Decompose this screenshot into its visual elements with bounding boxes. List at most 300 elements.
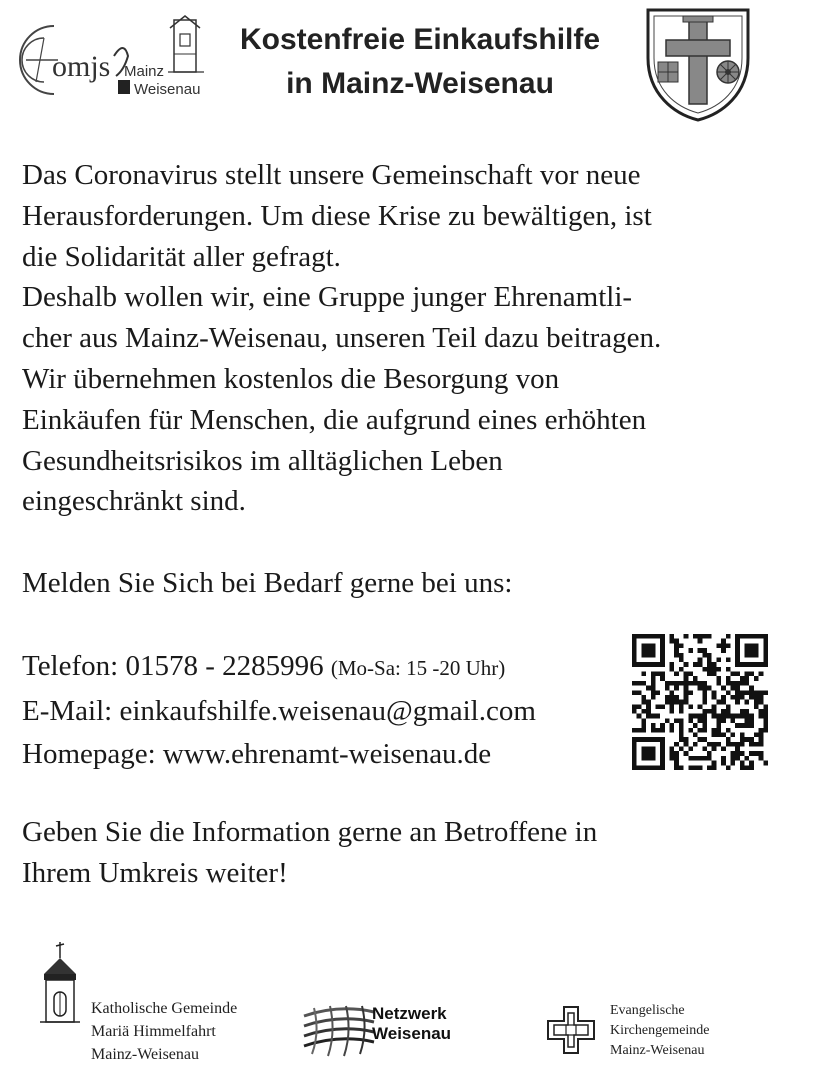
qr-module [670, 709, 675, 714]
qr-module [745, 676, 750, 681]
qr-module [651, 714, 656, 719]
qr-module [707, 667, 712, 672]
qr-module [749, 686, 754, 691]
qr-module [670, 747, 675, 752]
qr-module [716, 742, 721, 747]
qr-module [679, 681, 684, 686]
qr-module [674, 672, 679, 677]
qr-module [651, 751, 656, 756]
qr-module [726, 704, 731, 709]
qr-module [660, 643, 665, 648]
body-line: Herausforderungen. Um diese Krise zu bewältigen, ist [22, 199, 652, 232]
qr-module [712, 732, 717, 737]
qr-module [754, 643, 759, 648]
qr-module [745, 709, 750, 714]
qr-module [641, 737, 646, 742]
qr-module [735, 690, 740, 695]
qr-module [632, 747, 637, 752]
qr-module [754, 732, 759, 737]
qr-module [721, 639, 726, 644]
qr-module [651, 672, 656, 677]
qr-module [745, 765, 750, 770]
qr-module [702, 756, 707, 761]
qr-module [702, 667, 707, 672]
qr-module [735, 695, 740, 700]
qr-module [632, 643, 637, 648]
qr-module [735, 742, 740, 747]
qr-module [716, 667, 721, 672]
qr-module [641, 662, 646, 667]
qr-module [716, 681, 721, 686]
qr-module [721, 732, 726, 737]
qr-module [684, 676, 689, 681]
qr-module [660, 639, 665, 644]
catholic-line: Mainz-Weisenau [91, 1046, 199, 1063]
qr-module [637, 728, 642, 733]
closing-line-2: Ihrem Umkreis weiter! [22, 856, 288, 889]
qr-module [759, 709, 764, 714]
spacer [22, 522, 812, 563]
qr-module [670, 728, 675, 733]
qr-code-icon[interactable] [632, 634, 768, 770]
qr-module [707, 709, 712, 714]
qr-module [712, 704, 717, 709]
qr-module [637, 690, 642, 695]
qr-module [740, 662, 745, 667]
qr-module [763, 690, 768, 695]
qr-module [651, 648, 656, 653]
qr-module [655, 714, 660, 719]
qr-module [735, 643, 740, 648]
qr-module [721, 700, 726, 705]
qr-module [670, 634, 675, 639]
qr-module [679, 718, 684, 723]
qr-module [712, 728, 717, 733]
qr-module [684, 681, 689, 686]
qr-module [670, 700, 675, 705]
qr-module [660, 662, 665, 667]
qr-module [651, 681, 656, 686]
qr-module [759, 728, 764, 733]
qr-module [646, 709, 651, 714]
qr-module [698, 765, 703, 770]
qr-module [679, 709, 684, 714]
qr-module [712, 690, 717, 695]
qr-module [632, 681, 637, 686]
qr-module [641, 648, 646, 653]
qr-module [702, 737, 707, 742]
qr-module [655, 704, 660, 709]
qr-module [702, 728, 707, 733]
qr-module [702, 681, 707, 686]
qr-module [693, 765, 698, 770]
qr-module [688, 747, 693, 752]
qr-module [674, 718, 679, 723]
qr-module [660, 657, 665, 662]
qr-module [712, 761, 717, 766]
qr-module [641, 634, 646, 639]
qr-module [707, 765, 712, 770]
qr-module [637, 714, 642, 719]
qr-module [716, 718, 721, 723]
qr-module [698, 634, 703, 639]
coat-of-arms-icon [642, 6, 754, 124]
qr-module [684, 742, 689, 747]
qr-module [763, 709, 768, 714]
homepage-link[interactable]: www.ehrenamt-weisenau.de [162, 738, 492, 770]
qr-module [716, 714, 721, 719]
qr-module [641, 723, 646, 728]
qr-module [651, 690, 656, 695]
qr-module [745, 700, 750, 705]
qr-module [702, 695, 707, 700]
qr-module [726, 634, 731, 639]
qr-module [740, 676, 745, 681]
qr-module [651, 695, 656, 700]
qr-module [651, 662, 656, 667]
qr-module [712, 765, 717, 770]
phone-number[interactable]: 01578 - 2285996 [125, 650, 324, 682]
qr-module [641, 672, 646, 677]
qr-module [745, 714, 750, 719]
qr-module [707, 672, 712, 677]
qr-module [632, 756, 637, 761]
qr-module [749, 634, 754, 639]
qr-module [730, 718, 735, 723]
qr-module [646, 747, 651, 752]
qr-module [660, 653, 665, 658]
qr-module [735, 653, 740, 658]
qr-module [688, 756, 693, 761]
qr-module [763, 657, 768, 662]
qr-module [749, 690, 754, 695]
qr-module [759, 714, 764, 719]
qr-module [749, 765, 754, 770]
qr-module [763, 714, 768, 719]
qr-module [684, 662, 689, 667]
body-line: Deshalb wollen wir, eine Gruppe junger Ehrenamtli- [22, 281, 633, 314]
qr-module [763, 653, 768, 658]
qr-module [702, 653, 707, 658]
qr-module [688, 690, 693, 695]
qr-module [632, 765, 637, 770]
qr-module [726, 657, 731, 662]
qr-module [721, 747, 726, 752]
qr-module [735, 672, 740, 677]
qr-module [693, 756, 698, 761]
qr-module [651, 747, 656, 752]
qr-module [749, 695, 754, 700]
qr-module [646, 751, 651, 756]
qr-module [684, 700, 689, 705]
qr-module [660, 676, 665, 681]
qr-module [674, 695, 679, 700]
qr-module [759, 732, 764, 737]
qr-module [721, 686, 726, 691]
catholic-line: Mariä Himmelfahrt [91, 1023, 216, 1040]
qr-module [693, 714, 698, 719]
qr-module [763, 643, 768, 648]
qr-module [679, 657, 684, 662]
qr-module [660, 742, 665, 747]
protestant-line: Kirchengemeinde [610, 1023, 710, 1038]
qr-module [707, 686, 712, 691]
qr-module [759, 737, 764, 742]
qr-module [698, 718, 703, 723]
qr-module [646, 714, 651, 719]
qr-module [707, 653, 712, 658]
qr-module [632, 634, 637, 639]
qr-module [688, 681, 693, 686]
qr-module [763, 662, 768, 667]
closing-text [22, 812, 782, 893]
email-link[interactable]: einkaufshilfe.weisenau@gmail.com [119, 695, 536, 727]
qr-module [754, 676, 759, 681]
qr-module [684, 751, 689, 756]
qr-module [712, 709, 717, 714]
qr-module [632, 648, 637, 653]
qr-module [632, 751, 637, 756]
body-text [22, 155, 812, 604]
qr-module [754, 704, 759, 709]
phone-label: Telefon: [22, 650, 119, 682]
qr-module [726, 690, 731, 695]
phone-row [22, 645, 632, 690]
qr-module [702, 714, 707, 719]
qr-module [674, 761, 679, 766]
qr-module [749, 723, 754, 728]
qr-module [651, 643, 656, 648]
qr-module [698, 737, 703, 742]
qr-module [707, 751, 712, 756]
qr-module [641, 765, 646, 770]
qr-module [712, 747, 717, 752]
qr-module [646, 756, 651, 761]
qr-module [651, 737, 656, 742]
protestant-line: Mainz-Weisenau [610, 1043, 705, 1058]
body-line: eingeschränkt sind. [22, 485, 246, 518]
qr-module [670, 695, 675, 700]
qr-module [749, 737, 754, 742]
qr-module [754, 648, 759, 653]
qr-module [698, 704, 703, 709]
qr-module [754, 653, 759, 658]
qr-module [759, 672, 764, 677]
qr-module [674, 756, 679, 761]
qr-module [670, 662, 675, 667]
homepage-row [22, 733, 632, 776]
qr-module [749, 643, 754, 648]
qr-module [637, 634, 642, 639]
qr-module [679, 723, 684, 728]
qr-module [684, 672, 689, 677]
qr-module [637, 737, 642, 742]
qr-module [665, 695, 670, 700]
qr-module [730, 672, 735, 677]
qr-module [693, 634, 698, 639]
qr-module [707, 756, 712, 761]
qr-module [679, 732, 684, 737]
qr-module [712, 672, 717, 677]
qr-module [763, 761, 768, 766]
qr-module [745, 723, 750, 728]
qr-module [665, 700, 670, 705]
qr-module [730, 714, 735, 719]
qr-module [684, 634, 689, 639]
qr-module [698, 728, 703, 733]
qr-module [651, 728, 656, 733]
qr-module [655, 690, 660, 695]
qr-module [651, 653, 656, 658]
qr-module [651, 634, 656, 639]
qr-module [716, 657, 721, 662]
qr-module [674, 686, 679, 691]
qr-module [763, 704, 768, 709]
svg-text:Mainz: Mainz [124, 63, 165, 80]
qr-module [698, 714, 703, 719]
qr-module [754, 700, 759, 705]
qr-module [740, 709, 745, 714]
qr-module [684, 686, 689, 691]
qr-module [754, 662, 759, 667]
qr-module [730, 742, 735, 747]
qr-module [632, 742, 637, 747]
qr-module [674, 648, 679, 653]
qr-module [721, 761, 726, 766]
qr-module [740, 761, 745, 766]
email-label: E-Mail: [22, 695, 113, 727]
qr-module [730, 756, 735, 761]
qr-module [641, 643, 646, 648]
qr-module [763, 648, 768, 653]
qr-module [702, 709, 707, 714]
qr-module [740, 634, 745, 639]
qr-module [641, 695, 646, 700]
qr-module [745, 737, 750, 742]
qr-module [745, 672, 750, 677]
qr-module [632, 639, 637, 644]
body-line: Einkäufen für Menschen, die aufgrund eines erhöhten [22, 403, 647, 436]
qr-module [740, 737, 745, 742]
qr-module [749, 718, 754, 723]
qr-module [716, 723, 721, 728]
qr-module [721, 709, 726, 714]
qr-module [670, 723, 675, 728]
qr-module [641, 700, 646, 705]
qr-module [735, 662, 740, 667]
body-line: Wir übernehmen kostenlos die Besorgung von [22, 362, 560, 395]
qr-module [740, 751, 745, 756]
qr-module [655, 765, 660, 770]
phone-hours: (Mo-Sa: 15 -20 Uhr) [330, 656, 506, 680]
qr-module [702, 648, 707, 653]
qr-module [702, 634, 707, 639]
qr-module [763, 723, 768, 728]
qr-module [646, 648, 651, 653]
qr-module [735, 756, 740, 761]
qr-module [665, 686, 670, 691]
qr-module [632, 657, 637, 662]
qr-module [716, 700, 721, 705]
qr-module [730, 695, 735, 700]
qr-module [688, 728, 693, 733]
qr-module [660, 728, 665, 733]
body-line: die Solidarität aller gefragt. [22, 240, 341, 273]
qr-module [749, 653, 754, 658]
qr-module [641, 747, 646, 752]
qr-module [740, 742, 745, 747]
qr-module [646, 634, 651, 639]
protestant-parish-info [610, 1001, 710, 1061]
qr-module [759, 756, 764, 761]
qr-module [726, 765, 731, 770]
protestant-line: Evangelische [610, 1003, 685, 1018]
qr-module [712, 662, 717, 667]
svg-text:Weisenau: Weisenau [134, 81, 201, 98]
qr-module [632, 704, 637, 709]
qr-module [698, 681, 703, 686]
qr-module [726, 709, 731, 714]
svg-text:omjs: omjs [52, 50, 111, 83]
qr-module [641, 709, 646, 714]
qr-module [735, 639, 740, 644]
woven-network-icon [300, 1002, 378, 1058]
qr-module [759, 695, 764, 700]
qr-module [688, 714, 693, 719]
qr-module [674, 653, 679, 658]
qr-module [651, 756, 656, 761]
qr-module [735, 681, 740, 686]
qr-module [740, 690, 745, 695]
title-line-2: in Mainz-Weisenau [286, 67, 554, 100]
qr-module [759, 662, 764, 667]
qr-module [735, 686, 740, 691]
network-line: Weisenau [372, 1024, 452, 1043]
qr-module [754, 690, 759, 695]
qr-module [721, 643, 726, 648]
qr-module [749, 742, 754, 747]
qr-module [763, 718, 768, 723]
qr-module [735, 747, 740, 752]
qr-module [759, 690, 764, 695]
qr-module [646, 662, 651, 667]
qr-module [735, 700, 740, 705]
qr-module [655, 634, 660, 639]
qr-module [759, 634, 764, 639]
qr-module [749, 761, 754, 766]
qr-module [693, 742, 698, 747]
qr-module [698, 648, 703, 653]
page-title [205, 18, 635, 106]
qr-module [670, 667, 675, 672]
qr-module [735, 723, 740, 728]
qr-module [651, 676, 656, 681]
qr-module [763, 634, 768, 639]
qr-module [749, 672, 754, 677]
title-line-1: Kostenfreie Einkaufshilfe [239, 23, 601, 56]
qr-module [726, 728, 731, 733]
qr-module [730, 751, 735, 756]
qr-module [632, 662, 637, 667]
qr-module [641, 681, 646, 686]
qr-module [660, 634, 665, 639]
qr-module [632, 737, 637, 742]
qr-module [707, 742, 712, 747]
cross-emblem-icon [544, 1003, 598, 1057]
qr-module [749, 714, 754, 719]
qr-module [702, 690, 707, 695]
qr-module [716, 643, 721, 648]
